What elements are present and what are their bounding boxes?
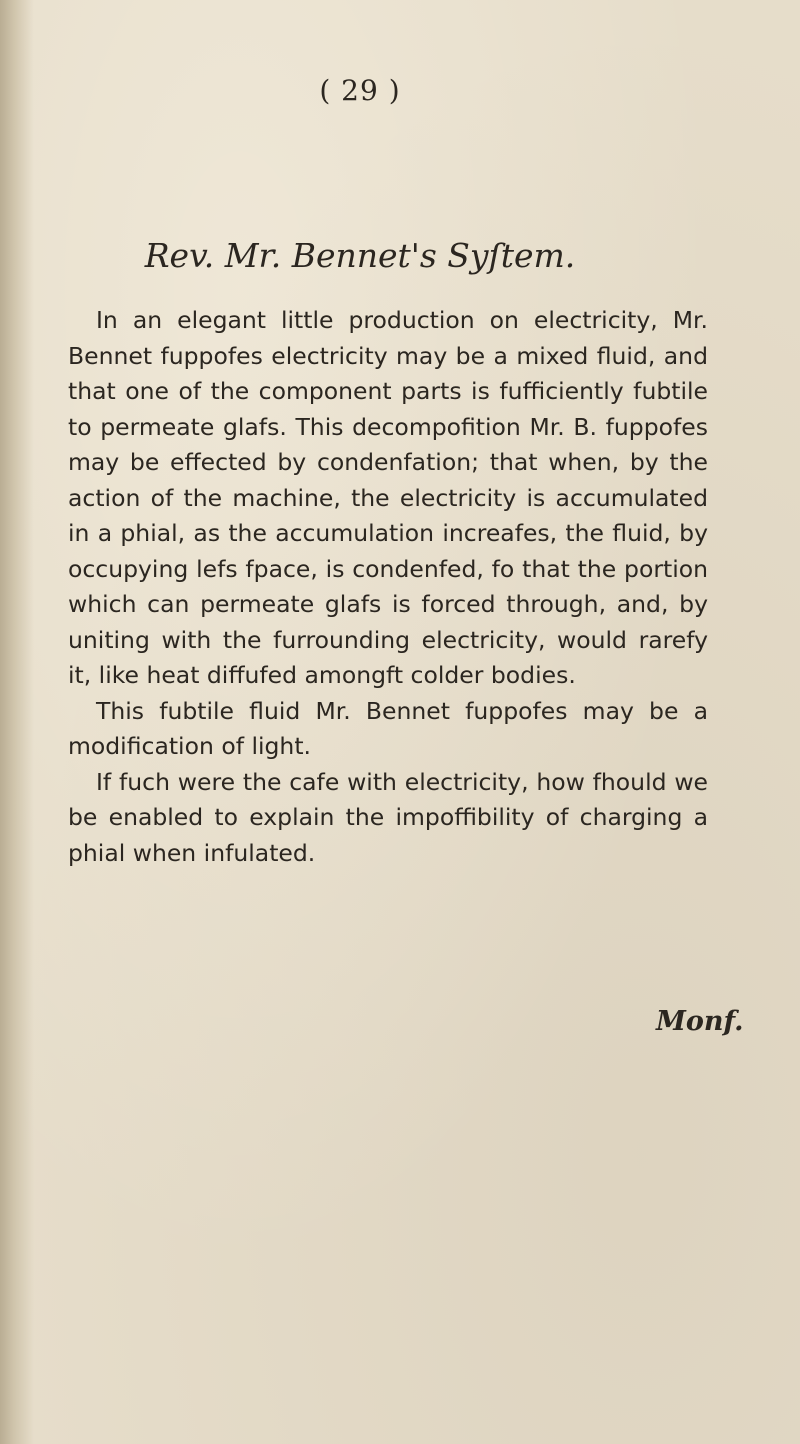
catchword: Monf. bbox=[656, 1006, 744, 1037]
paragraph: If fuch were the cafe with electricity, how fhould we be enabled to explain the impoffibility of charging a phial when infulated. bbox=[68, 767, 708, 867]
paragraph: In an elegant little production on electricity, Mr. Bennet fuppofes electricity may be a mixed fluid, and that one of the component parts is fufficiently fubtile to permeate glafs. This decompofition Mr. B. fuppofes may be effected by condenfation; that when, by the action of the machine, the electricity is accumulated in a phial, as the accumulation increafes, the fluid, by occupying lefs fpace, is condenfed, fo that the portion which can permeate glafs is forced through, and, by uniting with the furrounding electricity, would rarefy it, like heat diffufed amongft colder bodies. bbox=[68, 306, 708, 689]
section-title: Rev. Mr. Bennet's Syſtem. bbox=[144, 236, 576, 275]
paragraph: This fubtile fluid Mr. Bennet fuppofes may be a modification of light. bbox=[68, 696, 708, 760]
binding-edge bbox=[0, 0, 34, 1444]
page-number: ( 29 ) bbox=[319, 74, 401, 107]
body-text bbox=[68, 303, 708, 871]
